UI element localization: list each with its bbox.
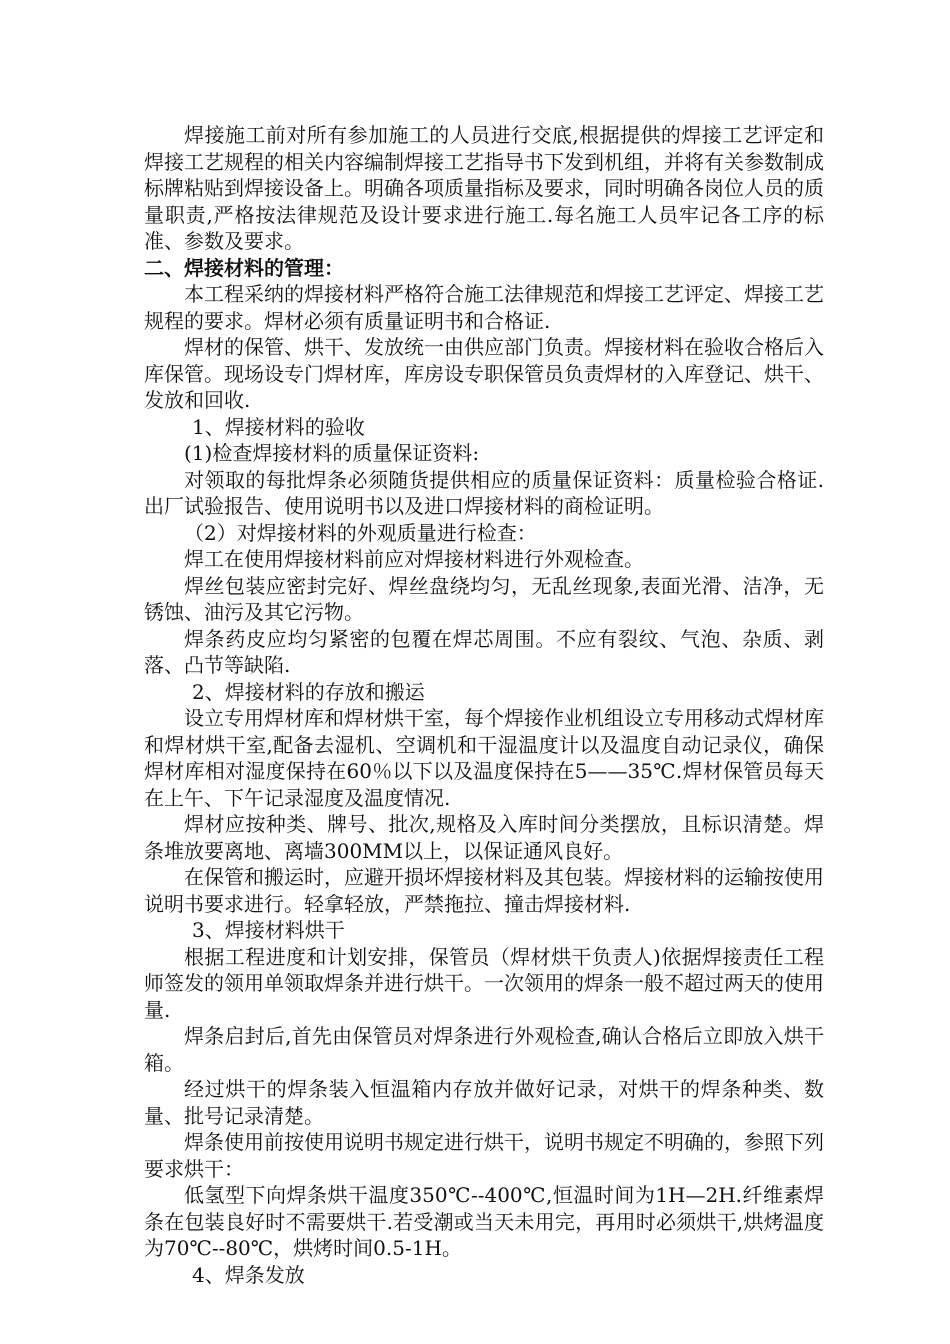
paragraph: 低氢型下向焊条烘干温度350℃--400℃,恒温时间为1H—2H.纤维素焊条在包装良好时不需要烘干.若受潮或当天未用完，再用时必须烘干,烘烤温度为70℃--80℃，烘烤时间0.5-1H。	[144, 1183, 824, 1260]
paragraph: 焊接施工前对所有参加施工的人员进行交底,根据提供的焊接工艺评定和焊接工艺规程的相关内容编制焊接工艺指导书下发到机组，并将有关参数制成标牌粘贴到焊接设备上。明确各项质量指标及要求，同时明确各岗位人员的质量职责,严格按法律规范及设计要求进行施工.每名施工人员牢记各工序的标准、参数及要求。	[144, 123, 824, 253]
paragraph: 经过烘干的焊条装入恒温箱内存放并做好记录，对烘干的焊条种类、数量、批号记录清楚。	[144, 1077, 824, 1128]
sub-item: (1)检查焊接材料的质量保证资料:	[184, 441, 480, 465]
document-page	[144, 122, 824, 1288]
paragraph: 焊条药皮应均匀紧密的包覆在焊芯周围。不应有裂纹、气泡、杂质、剥落、凸节等缺陷.	[144, 626, 824, 677]
paragraph: 本工程采纳的焊接材料严格符合施工法律规范和焊接工艺评定、焊接工艺规程的要求。焊材必须有质量证明书和合格证.	[144, 282, 824, 333]
sub-item: （2）对焊接材料的外观质量进行检查：	[184, 520, 537, 545]
paragraph: 焊材的保管、烘干、发放统一由供应部门负责。焊接材料在验收合格后入库保管。现场设专门焊材库，库房设专职保管员负责焊材的入库登记、烘干、发放和回收.	[144, 335, 824, 412]
section-heading: 二、焊接材料的管理：	[144, 255, 344, 280]
subsection-heading: 2、焊接材料的存放和搬运	[192, 679, 425, 704]
paragraph: 焊条启封后,首先由保管员对焊条进行外观检查,确认合格后立即放入烘干箱。	[144, 1024, 824, 1075]
paragraph: 焊材应按种类、牌号、批次,规格及入库时间分类摆放，且标识清楚。焊条堆放要离地、离墙300MM以上，以保证通风良好。	[144, 812, 824, 863]
paragraph: 焊条使用前按使用说明书规定进行烘干，说明书规定不明确的，参照下列要求烘干：	[144, 1130, 824, 1181]
subsection-heading: 1、焊接材料的验收	[192, 414, 365, 439]
paragraph: 焊工在使用焊接材料前应对焊接材料进行外观检查。	[184, 547, 644, 571]
paragraph: 在保管和搬运时，应避开损坏焊接材料及其包装。焊接材料的运输按使用说明书要求进行。轻拿轻放，严禁拖拉、撞击焊接材料.	[144, 865, 824, 916]
paragraph: 焊丝包装应密封完好、焊丝盘绕均匀，无乱丝现象,表面光滑、洁净，无锈蚀、油污及其它污物。	[144, 573, 824, 624]
paragraph: 根据工程进度和计划安排，保管员（焊材烘干负责人)依据焊接责任工程师签发的领用单领取焊条并进行烘干。一次领用的焊条一般不超过两天的使用量.	[144, 944, 824, 1022]
subsection-heading: 3、焊接材料烘干	[192, 918, 345, 942]
paragraph: 设立专用焊材库和焊材烘干室，每个焊接作业机组设立专用移动式焊材库和焊材烘干室,配备去湿机、空调机和干湿温度计以及温度自动记录仪，确保焊材库相对湿度保持在60％以下以及温度保持在5——35℃.焊材保管员每天在上午、下午记录湿度及温度情况.	[144, 706, 824, 810]
paragraph: 对领取的每批焊条必须随货提供相应的质量保证资料：质量检验合格证.出厂试验报告、使用说明书以及进口焊接材料的商检证明。	[144, 467, 824, 518]
subsection-heading: 4、焊条发放	[192, 1262, 305, 1287]
